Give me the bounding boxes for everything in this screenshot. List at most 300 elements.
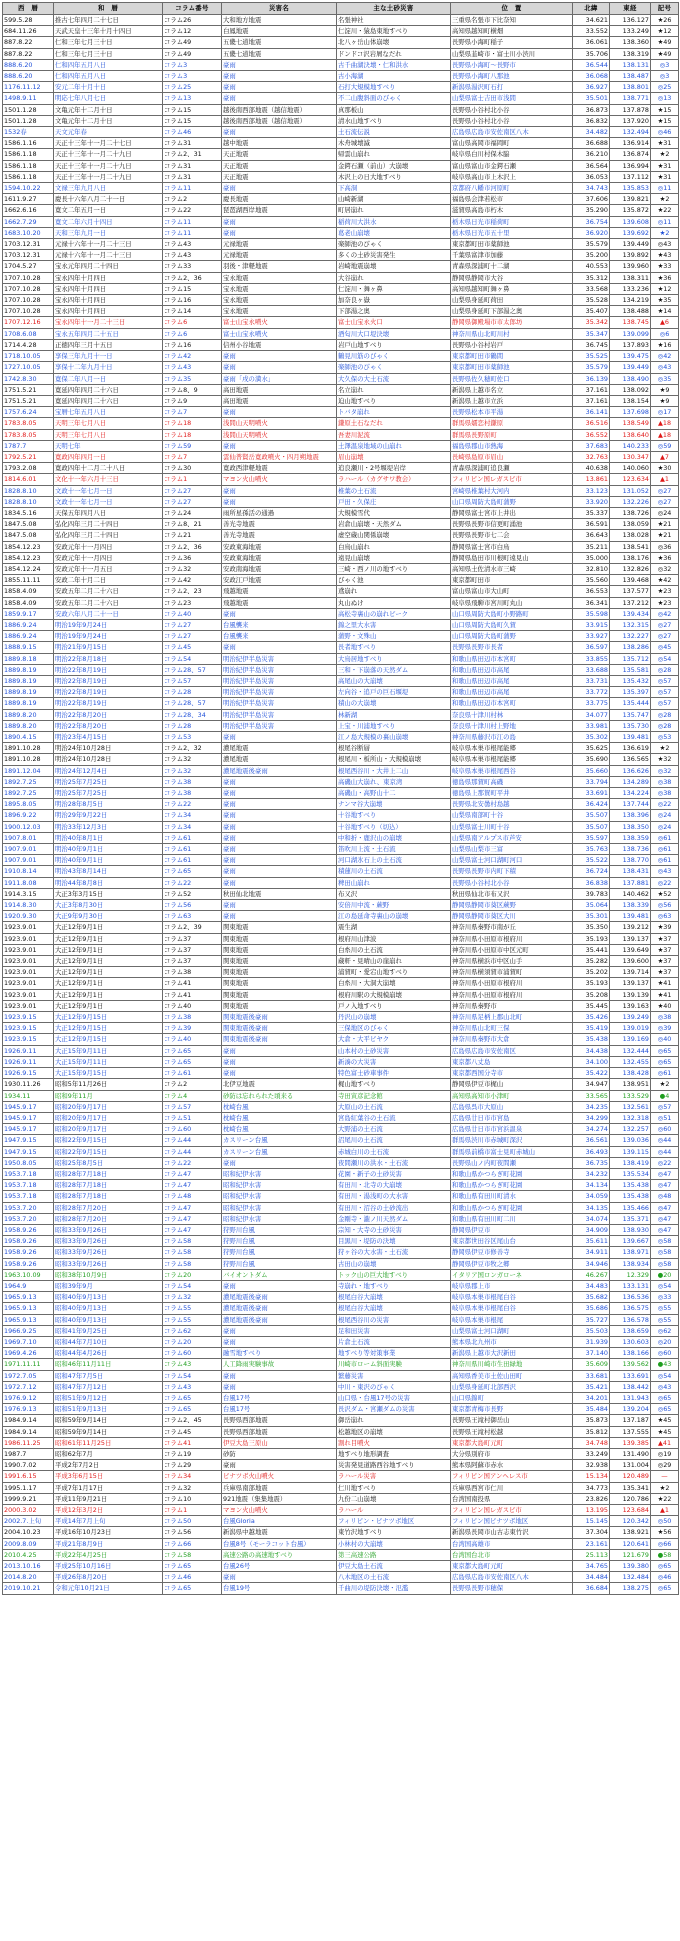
cell-column-number: コラム43 — [163, 239, 222, 250]
cell-location: 東京都西国分寺市 — [451, 1068, 573, 1079]
cell-japanese-date: 弘化四年三月二十四日 — [54, 530, 163, 541]
cell-longitude: 135.438 — [610, 1180, 651, 1191]
cell-latitude: 35.873 — [573, 1415, 610, 1426]
cell-symbol: ◎22 — [651, 1157, 679, 1168]
table-row — [3, 1191, 679, 1202]
cell-longitude: 138.488 — [610, 306, 651, 317]
cell-column-number: コラム58 — [163, 1549, 222, 1560]
cell-disaster-name: 豪雨 — [222, 71, 337, 82]
cell-japanese-date: 昭和33年9月26日 — [54, 1247, 163, 1258]
cell-location: 山梨県富士川町十谷 — [451, 821, 573, 832]
cell-western-date: 2000.3.02 — [3, 1505, 54, 1516]
cell-latitude: 39.783 — [573, 888, 610, 899]
cell-longitude: 139.600 — [610, 956, 651, 967]
cell-main-landslide: 上宝・川浦地すべり — [337, 720, 451, 731]
cell-western-date: 1859.9.17 — [3, 608, 54, 619]
cell-symbol: ★32 — [651, 754, 679, 765]
cell-disaster-name: 浅間山天明噴火 — [222, 429, 337, 440]
cell-longitude: 132.227 — [610, 631, 651, 642]
cell-disaster-name: 枕崎台風 — [222, 1124, 337, 1135]
cell-column-number: コラム36 — [163, 552, 222, 563]
cell-symbol: ◎65 — [651, 1045, 679, 1056]
cell-japanese-date: 天正十三年十一月二十九日 — [54, 160, 163, 171]
cell-longitude: 131.490 — [610, 1449, 651, 1460]
cell-symbol: ◎47 — [651, 1168, 679, 1179]
cell-latitude: 35.064 — [573, 900, 610, 911]
cell-disaster-name: 豪雨 — [222, 82, 337, 93]
cell-western-date: 1907.9.01 — [3, 844, 54, 855]
cell-longitude: 139.960 — [610, 261, 651, 272]
cell-disaster-name: 豪雨 — [222, 93, 337, 104]
header-western-date: 西 暦 — [3, 3, 54, 15]
cell-column-number: コラム3 — [163, 59, 222, 70]
cell-main-landslide: 夜間瀬川の洪水・土石流 — [337, 1157, 451, 1168]
cell-main-landslide: 根府川山津波 — [337, 933, 451, 944]
cell-column-number: コラム40 — [163, 608, 222, 619]
cell-latitude: 31.939 — [573, 1336, 610, 1347]
cell-latitude: 35.525 — [573, 351, 610, 362]
cell-symbol: ◎65 — [651, 1056, 679, 1067]
cell-western-date: 1984.9.14 — [3, 1415, 54, 1426]
cell-western-date: 1854.12.24 — [3, 563, 54, 574]
cell-western-date: 1923.9.01 — [3, 922, 54, 933]
cell-main-landslide: 三和・下崩落の天然ダム — [337, 664, 451, 675]
cell-column-number: コラム8、21 — [163, 519, 222, 530]
cell-japanese-date: 平成3年6月15日 — [54, 1471, 163, 1482]
table-row — [3, 216, 679, 227]
cell-location: フィリピン国アンヘレス市 — [451, 1471, 573, 1482]
table-row — [3, 1180, 679, 1191]
cell-latitude: 25.113 — [573, 1549, 610, 1560]
cell-western-date: 1847.5.08 — [3, 519, 54, 530]
cell-disaster-name: 台風襲来 — [222, 631, 337, 642]
cell-symbol: ◎17 — [651, 407, 679, 418]
cell-symbol: ◎25 — [651, 82, 679, 93]
cell-main-landslide: 土澤温泉地域の山崩れ — [337, 440, 451, 451]
cell-main-landslide: 三崎・西ノ川の地すべり — [337, 563, 451, 574]
table-row — [3, 709, 679, 720]
table-row — [3, 1359, 679, 1370]
cell-western-date: 1958.9.26 — [3, 1258, 54, 1269]
cell-japanese-date: 平成11年9月21日 — [54, 1493, 163, 1504]
cell-location: 新潟県上越市立浜 — [451, 395, 573, 406]
cell-longitude: 136.127 — [610, 15, 651, 26]
cell-symbol: ◎13 — [651, 93, 679, 104]
cell-japanese-date: 明治22年8月18日 — [54, 653, 163, 664]
cell-symbol: ◎60 — [651, 1348, 679, 1359]
cell-japanese-date: 令和元年10月21日 — [54, 1583, 163, 1594]
cell-japanese-date: 昭和33年9月26日 — [54, 1258, 163, 1269]
cell-location: 山梨県身延町下部湯之奥 — [451, 306, 573, 317]
cell-main-landslide: 丸山ぬけ — [337, 597, 451, 608]
header-japanese-date: 和 暦 — [54, 3, 163, 15]
cell-western-date: 1972.7.12 — [3, 1381, 54, 1392]
cell-japanese-date: 明治28年8月5日 — [54, 799, 163, 810]
cell-western-date: 1926.9.11 — [3, 1056, 54, 1067]
cell-latitude: 36.561 — [573, 1135, 610, 1146]
cell-location: 和歌山県かつらぎ町花園 — [451, 1180, 573, 1191]
cell-latitude: 35.350 — [573, 922, 610, 933]
cell-disaster-name: 台風17号 — [222, 1404, 337, 1415]
cell-latitude: 34.274 — [573, 1124, 610, 1135]
cell-latitude: 34.621 — [573, 15, 610, 26]
cell-western-date: 1704.5.27 — [3, 261, 54, 272]
cell-disaster-name: 昭和紀伊水害 — [222, 1202, 337, 1213]
cell-japanese-date: 天保五年四月八日 — [54, 507, 163, 518]
cell-western-date: 2004.10.23 — [3, 1527, 54, 1538]
cell-symbol: ●43 — [651, 1359, 679, 1370]
cell-disaster-name: 昭和紀伊水害 — [222, 1191, 337, 1202]
cell-main-landslide: 真那板山 — [337, 104, 451, 115]
table-row — [3, 698, 679, 709]
header-symbol: 記号 — [651, 3, 679, 15]
cell-disaster-name: 宝永地震 — [222, 306, 337, 317]
cell-column-number: コラム43 — [163, 1381, 222, 1392]
cell-column-number: コラム31 — [163, 160, 222, 171]
cell-longitude: 135.466 — [610, 1202, 651, 1213]
cell-disaster-name: 大和地方地震 — [222, 15, 337, 26]
cell-longitude: 136.565 — [610, 754, 651, 765]
cell-symbol: ◎47 — [651, 1202, 679, 1213]
cell-latitude: 36.210 — [573, 149, 610, 160]
cell-latitude: 35.202 — [573, 967, 610, 978]
cell-column-number: コラム10 — [163, 1493, 222, 1504]
cell-column-number: コラム22 — [163, 799, 222, 810]
cell-location: 栃木県日光市稲荷町 — [451, 216, 573, 227]
cell-symbol: ★42 — [651, 575, 679, 586]
cell-location: イタリア国ロンガローネ — [451, 1269, 573, 1280]
cell-main-landslide: 浦賀町・愛宕山地すべり — [337, 967, 451, 978]
cell-symbol: ◎58 — [651, 1247, 679, 1258]
cell-main-landslide: 北八ヶ岳山体崩壊 — [337, 37, 451, 48]
cell-symbol: ◎19 — [651, 1449, 679, 1460]
cell-western-date: 1662.6.16 — [3, 205, 54, 216]
cell-location: 神奈川県足柄上郡山北町 — [451, 1012, 573, 1023]
table-row — [3, 1213, 679, 1224]
cell-location: 東京都町田市薬師池 — [451, 239, 573, 250]
cell-column-number: コラム41 — [163, 1437, 222, 1448]
cell-column-number: コラム38 — [163, 788, 222, 799]
cell-latitude: 35.438 — [573, 1034, 610, 1045]
cell-column-number: コラム34 — [163, 810, 222, 821]
cell-longitude: 131.943 — [610, 1392, 651, 1403]
cell-symbol: ★23 — [651, 597, 679, 608]
cell-longitude: 135.730 — [610, 720, 651, 731]
cell-disaster-name: 宝永地震 — [222, 272, 337, 283]
cell-longitude: 138.934 — [610, 1258, 651, 1269]
cell-western-date: 1888.9.15 — [3, 642, 54, 653]
cell-symbol: ◎55 — [651, 1303, 679, 1314]
cell-symbol: ◎45 — [651, 642, 679, 653]
cell-main-landslide: 赤城白川の土石流 — [337, 1146, 451, 1157]
cell-main-landslide: フィリピン・ピナツボ地区 — [337, 1516, 451, 1527]
cell-main-landslide: 酒匂川大口堤決壊 — [337, 328, 451, 339]
cell-western-date: 1958.9.26 — [3, 1247, 54, 1258]
cell-longitude: 140.462 — [610, 888, 651, 899]
table-row — [3, 765, 679, 776]
cell-location: 和歌山県田辺市本宮町 — [451, 698, 573, 709]
cell-location: フィリピン国レガスピ市 — [451, 1505, 573, 1516]
cell-latitude: 33.688 — [573, 664, 610, 675]
cell-disaster-name: 豪雨 — [222, 877, 337, 888]
cell-japanese-date: 明治23年4月15日 — [54, 732, 163, 743]
cell-latitude: 35.347 — [573, 328, 610, 339]
cell-latitude: 36.838 — [573, 877, 610, 888]
cell-latitude: 35.193 — [573, 978, 610, 989]
cell-main-landslide: 松越地区の崩壊 — [337, 1426, 451, 1437]
cell-japanese-date: 明治22年8月20日 — [54, 720, 163, 731]
cell-symbol: ◎65 — [651, 1404, 679, 1415]
cell-column-number: コラム49 — [163, 48, 222, 59]
table-row — [3, 1516, 679, 1527]
table-row — [3, 832, 679, 843]
cell-location: 東京都町田市薬師池 — [451, 362, 573, 373]
cell-western-date: 1953.7.18 — [3, 1191, 54, 1202]
cell-symbol: ★9 — [651, 395, 679, 406]
cell-latitude: 35.441 — [573, 944, 610, 955]
cell-symbol: ◎65 — [651, 1561, 679, 1572]
cell-longitude: 135.341 — [610, 1482, 651, 1493]
cell-longitude: 139.036 — [610, 1135, 651, 1146]
cell-latitude: 36.927 — [573, 82, 610, 93]
cell-western-date: 1969.7.10 — [3, 1336, 54, 1347]
cell-japanese-date: 宝永五年四月二十五日 — [54, 328, 163, 339]
cell-japanese-date: 天明三年七月八日 — [54, 429, 163, 440]
cell-longitude: 139.380 — [610, 1561, 651, 1572]
cell-western-date: 1889.8.19 — [3, 687, 54, 698]
cell-disaster-name: 豪雨 — [222, 407, 337, 418]
header-latitude: 北緯 — [573, 3, 610, 15]
cell-disaster-name: 狩野川台風 — [222, 1224, 337, 1235]
cell-symbol: ◎57 — [651, 1101, 679, 1112]
cell-location: 岐阜県高山市上木沢上 — [451, 171, 573, 182]
cell-latitude: 46.267 — [573, 1269, 610, 1280]
cell-disaster-name: 明治紀伊半島災害 — [222, 720, 337, 731]
cell-latitude: 36.053 — [573, 171, 610, 182]
cell-main-landslide: 稗田山崩れ — [337, 877, 451, 888]
cell-symbol: ★39 — [651, 922, 679, 933]
cell-main-landslide: 有田川・沼谷の土砂流出 — [337, 1202, 451, 1213]
cell-main-landslide: 御岳崩れ — [337, 1415, 451, 1426]
cell-japanese-date: 平成25年10月16日 — [54, 1561, 163, 1572]
cell-western-date: 1751.5.21 — [3, 395, 54, 406]
cell-symbol: ◎38 — [651, 788, 679, 799]
cell-main-landslide: 江ノ島大規模の裏山崩壊 — [337, 732, 451, 743]
table-row — [3, 104, 679, 115]
cell-symbol: ★45 — [651, 1415, 679, 1426]
cell-column-number: コラム35 — [163, 373, 222, 384]
table-row — [3, 272, 679, 283]
table-row — [3, 384, 679, 395]
table-row — [3, 295, 679, 306]
table-row — [3, 1348, 679, 1359]
cell-longitude: 138.442 — [610, 1381, 651, 1392]
cell-disaster-name: 豪雨 — [222, 832, 337, 843]
cell-column-number: コラム54 — [163, 1370, 222, 1381]
cell-longitude: 139.562 — [610, 1359, 651, 1370]
cell-latitude: 36.920 — [573, 227, 610, 238]
cell-column-number: コラム61 — [163, 832, 222, 843]
cell-disaster-name: 昭和紀伊水害 — [222, 1213, 337, 1224]
cell-longitude: 138.745 — [610, 317, 651, 328]
cell-symbol: ★21 — [651, 519, 679, 530]
cell-location: 山口県周防大島町久賀 — [451, 619, 573, 630]
cell-main-landslide: 積蓮川の土石流 — [337, 866, 451, 877]
cell-latitude: 35.579 — [573, 239, 610, 250]
cell-main-landslide: 新湊の大災害 — [337, 1056, 451, 1067]
cell-latitude: 35.507 — [573, 821, 610, 832]
table-row — [3, 1202, 679, 1213]
cell-latitude: 35.579 — [573, 362, 610, 373]
cell-japanese-date: 仁和四年五月八日 — [54, 59, 163, 70]
table-row — [3, 373, 679, 384]
cell-main-landslide: 特色富士砂車事件 — [337, 1068, 451, 1079]
table-row — [3, 732, 679, 743]
cell-column-number: コラム2、36 — [163, 541, 222, 552]
cell-symbol: ★22 — [651, 205, 679, 216]
table-row — [3, 1314, 679, 1325]
cell-longitude: 139.434 — [610, 608, 651, 619]
cell-symbol: ◎38 — [651, 776, 679, 787]
cell-disaster-name: 枕崎台風 — [222, 1112, 337, 1123]
cell-longitude: 131.004 — [610, 1460, 651, 1471]
cell-location: 山梨県山梨市三富 — [451, 844, 573, 855]
cell-location: 和歌山県田辺市本宮町 — [451, 653, 573, 664]
cell-disaster-name: 砂防は忘れられた頃来る — [222, 1090, 337, 1101]
cell-column-number: コラム12 — [163, 26, 222, 37]
cell-symbol: ◎66 — [651, 1538, 679, 1549]
cell-western-date: 1814.6.01 — [3, 474, 54, 485]
cell-location: 静岡県伊豆市修善寺 — [451, 1247, 573, 1258]
cell-column-number: コラム65 — [163, 1045, 222, 1056]
cell-longitude: 137.744 — [610, 799, 651, 810]
cell-longitude: 139.449 — [610, 239, 651, 250]
cell-column-number: コラム55 — [163, 1314, 222, 1325]
cell-western-date: 1889.8.19 — [3, 675, 54, 686]
table-body — [3, 15, 679, 1595]
cell-western-date: 1965.9.13 — [3, 1314, 54, 1325]
cell-location: 長野県長野市穂保 — [451, 1583, 573, 1594]
cell-latitude: 35.484 — [573, 1404, 610, 1415]
cell-japanese-date: 安政二年十月二日 — [54, 575, 163, 586]
cell-column-number: コラム32 — [163, 1482, 222, 1493]
cell-disaster-name: 善光寺地震 — [222, 519, 337, 530]
cell-western-date: 1892.7.25 — [3, 788, 54, 799]
cell-latitude: 34.482 — [573, 127, 610, 138]
cell-column-number: コラム22 — [163, 877, 222, 888]
cell-western-date: 1783.8.05 — [3, 418, 54, 429]
cell-location: 和歌山県有田川町清水 — [451, 1191, 573, 1202]
cell-disaster-name: 豪雨 — [222, 1068, 337, 1079]
cell-column-number: コラム41 — [163, 978, 222, 989]
cell-longitude: 123.634 — [610, 474, 651, 485]
cell-longitude: 136.575 — [610, 1303, 651, 1314]
cell-symbol: ◎57 — [651, 698, 679, 709]
cell-western-date: 1926.9.15 — [3, 1068, 54, 1079]
cell-main-landslide: 沼尾川の土石流 — [337, 1135, 451, 1146]
cell-main-landslide: 遠見山崩壊 — [337, 552, 451, 563]
cell-disaster-name: 豪雨 — [222, 440, 337, 451]
cell-column-number: コラム31 — [163, 138, 222, 149]
cell-western-date: 1923.9.01 — [3, 944, 54, 955]
cell-location: 東京都町田市鶴間 — [451, 351, 573, 362]
cell-japanese-date: 享保三年九月十一日 — [54, 351, 163, 362]
cell-western-date: 1793.2.08 — [3, 463, 54, 474]
cell-disaster-name: 台風襲来 — [222, 619, 337, 630]
cell-symbol: ★15 — [651, 115, 679, 126]
cell-symbol: ▲18 — [651, 429, 679, 440]
cell-western-date: 1847.5.08 — [3, 530, 54, 541]
cell-main-landslide: 鳶崩れ — [337, 586, 451, 597]
cell-western-date: 1714.4.28 — [3, 339, 54, 350]
cell-column-number: コラム32 — [163, 563, 222, 574]
cell-main-landslide: 多くの土砂災害発生 — [337, 250, 451, 261]
cell-column-number: コラム22 — [163, 205, 222, 216]
cell-column-number: コラム11 — [163, 216, 222, 227]
cell-longitude: 138.176 — [610, 552, 651, 563]
cell-western-date: 1923.9.01 — [3, 956, 54, 967]
cell-western-date: 1953.7.20 — [3, 1213, 54, 1224]
cell-main-landslide: 目黒川・堤防の決壊 — [337, 1236, 451, 1247]
cell-japanese-date: 文亀元年十二月十日 — [54, 104, 163, 115]
cell-location: 和歌山県田辺市高尾 — [451, 675, 573, 686]
cell-latitude: 40.638 — [573, 463, 610, 474]
cell-western-date: 1889.8.18 — [3, 653, 54, 664]
cell-column-number: コラム2、31 — [163, 149, 222, 160]
table-row — [3, 451, 679, 462]
cell-column-number: コラム49 — [163, 37, 222, 48]
cell-latitude: 35.660 — [573, 765, 610, 776]
cell-longitude: 135.432 — [610, 675, 651, 686]
cell-latitude: 36.061 — [573, 37, 610, 48]
cell-symbol: ▲18 — [651, 418, 679, 429]
cell-japanese-date: 昭和25年8月5日 — [54, 1157, 163, 1168]
cell-western-date: 1889.8.19 — [3, 698, 54, 709]
table-row — [3, 888, 679, 899]
cell-japanese-date: 大正15年9月15日 — [54, 1068, 163, 1079]
cell-column-number: コラム65 — [163, 1561, 222, 1572]
cell-latitude: 13.195 — [573, 1505, 610, 1516]
cell-location: フィリピン国ピナツボ地区 — [451, 1516, 573, 1527]
cell-western-date: 1947.9.15 — [3, 1135, 54, 1146]
cell-symbol: ▲41 — [651, 1437, 679, 1448]
cell-disaster-name: 融雪地すべり — [222, 1348, 337, 1359]
cell-longitude: 138.350 — [610, 821, 651, 832]
cell-location: 長崎県島原市眉山 — [451, 451, 573, 462]
cell-latitude: 35.301 — [573, 911, 610, 922]
cell-symbol: ◎3 — [651, 59, 679, 70]
cell-disaster-name: 寛政西津軽地震 — [222, 463, 337, 474]
cell-location: 三重県名張市下比奈知 — [451, 15, 573, 26]
table-row — [3, 1280, 679, 1291]
cell-japanese-date: 昭和20年9月17日 — [54, 1112, 163, 1123]
cell-longitude: 133.691 — [610, 1370, 651, 1381]
table-row — [3, 900, 679, 911]
cell-main-landslide: 古田山の崩壊 — [337, 1258, 451, 1269]
cell-column-number: コラム24 — [163, 507, 222, 518]
cell-longitude: 136.994 — [610, 160, 651, 171]
cell-disaster-name: 富士山宝永噴火 — [222, 317, 337, 328]
cell-latitude: 35.503 — [573, 1325, 610, 1336]
cell-column-number: コラム2 — [163, 1079, 222, 1090]
cell-disaster-name: 枕崎台風 — [222, 1101, 337, 1112]
cell-disaster-name: 台風17号 — [222, 1392, 337, 1403]
cell-longitude: 139.714 — [610, 967, 651, 978]
table-row — [3, 71, 679, 82]
table-row — [3, 485, 679, 496]
cell-symbol: ★21 — [651, 530, 679, 541]
cell-symbol: ◎61 — [651, 832, 679, 843]
